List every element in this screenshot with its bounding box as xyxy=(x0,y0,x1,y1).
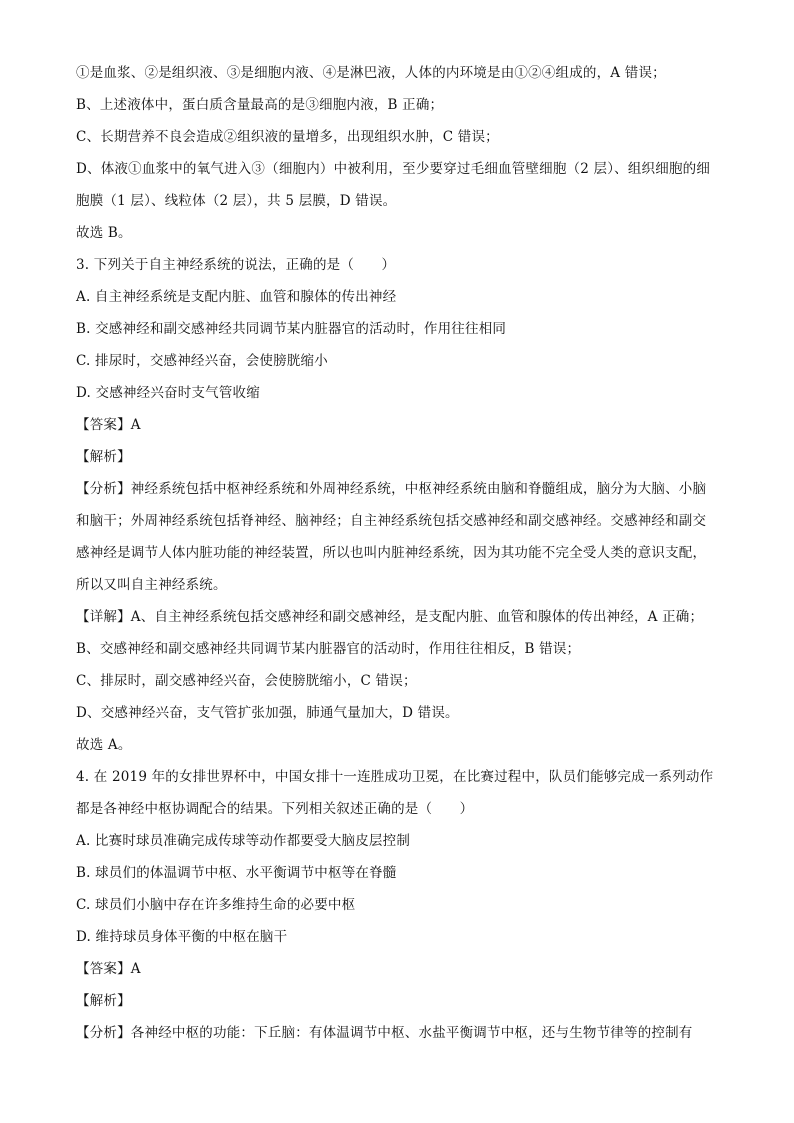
text-line-5: 胞膜（1 层）、线粒体（2 层），共 5 层膜，D 错误。 xyxy=(76,193,397,209)
text-line-14: 【分析】神经系统包括中枢神经系统和外周神经系统，中枢神经系统由脑和脊髓组成，脑分为大脑、小脑 xyxy=(76,481,707,497)
text-line-1: ①是血浆、②是组织液、③是细胞内液、④是淋巴液，人体的内环境是由①②④组成的，A 错误； xyxy=(76,65,666,81)
text-line-16: 感神经是调节人体内脏功能的神经装置，所以也叫内脏神经系统，因为其功能不完全受人类的意识支配， xyxy=(76,545,707,561)
question-3-option-a: A. 自主神经系统是支配内脏、血管和腺体的传出神经 xyxy=(76,289,397,305)
text-line-3: C、长期营养不良会造成②组织液的量增多，出现组织水肿，C 错误； xyxy=(76,129,499,145)
text-line-19: B、交感神经和副交感神经共同调节某内脏器官的活动时，作用往往相反，B 错误； xyxy=(76,641,581,657)
text-line-18: 【详解】A、自主神经系统包括交感神经和副交感神经，是支配内脏、血管和腺体的传出神经，A 正确； xyxy=(76,609,704,625)
text-line-21: D、交感神经兴奋，支气管扩张加强，肺通气量加大，D 错误。 xyxy=(76,705,459,721)
question-3-stem: 3. 下列关于自主神经系统的说法，正确的是（ ） xyxy=(76,257,396,273)
question-4-option-c: C. 球员们小脑中存在许多维持生命的必要中枢 xyxy=(76,897,356,913)
question-4-option-d: D. 维持球员身体平衡的中枢在脑干 xyxy=(76,929,288,945)
text-line-2: B、上述液体中，蛋白质含量最高的是③细胞内液，B 正确； xyxy=(76,97,444,113)
question-3-answer: 【答案】A xyxy=(76,417,141,433)
question-4-stem-2: 都是各神经中枢协调配合的结果。下列相关叙述正确的是（ ） xyxy=(76,801,474,817)
question-4-option-a: A. 比赛时球员准确完成传球等动作都要受大脑皮层控制 xyxy=(76,833,411,849)
question-3-option-b: B. 交感神经和副交感神经共同调节某内脏器官的活动时，作用往往相同 xyxy=(76,321,507,337)
question-3-analysis-heading: 【解析】 xyxy=(76,449,131,465)
text-line-31: 【分析】各神经中枢的功能：下丘脑：有体温调节中枢、水盐平衡调节中枢，还与生物节律等的控制有 xyxy=(76,1025,693,1041)
text-line-22: 故选 A。 xyxy=(76,737,132,753)
text-line-6: 故选 B。 xyxy=(76,225,132,241)
question-4-analysis-heading: 【解析】 xyxy=(76,993,131,1009)
question-3-option-c: C. 排尿时，交感神经兴奋，会使膀胱缩小 xyxy=(76,353,328,369)
text-line-20: C、排尿时，副交感神经兴奋，会使膀胱缩小，C 错误； xyxy=(76,673,417,689)
text-line-15: 和脑干；外周神经系统包括脊神经、脑神经；自主神经系统包括交感神经和副交感神经。交感神经和副交 xyxy=(76,513,707,529)
question-4-stem-1: 4. 在 2019 年的女排世界杯中，中国女排十一连胜成功卫冕，在比赛过程中，队员们能够完成一系列动作 xyxy=(76,769,714,785)
question-4-answer: 【答案】A xyxy=(76,961,141,977)
text-line-17: 所以又叫自主神经系统。 xyxy=(76,577,227,593)
question-3-option-d: D. 交感神经兴奋时支气管收缩 xyxy=(76,385,260,401)
question-4-option-b: B. 球员们的体温调节中枢、水平衡调节中枢等在脊髓 xyxy=(76,865,397,881)
text-line-4: D、体液①血浆中的氧气进入③（细胞内）中被利用，至少要穿过毛细血管壁细胞（2 层）、组织细胞的细 xyxy=(76,161,711,177)
